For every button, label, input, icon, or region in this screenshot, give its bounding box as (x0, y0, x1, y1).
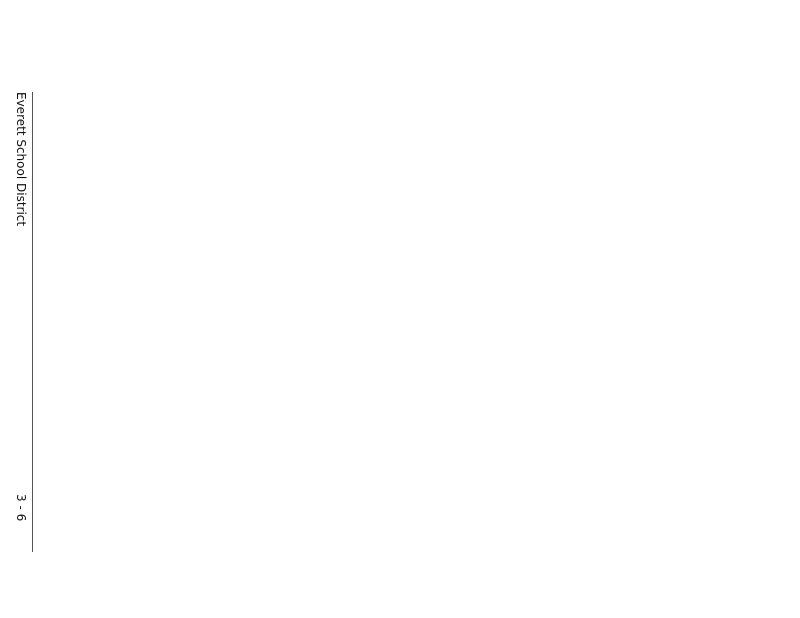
footer-district-name: Everett School District (14, 92, 28, 227)
footer-page-number: 3 - 6 (14, 494, 28, 522)
footer-rule (32, 92, 33, 552)
